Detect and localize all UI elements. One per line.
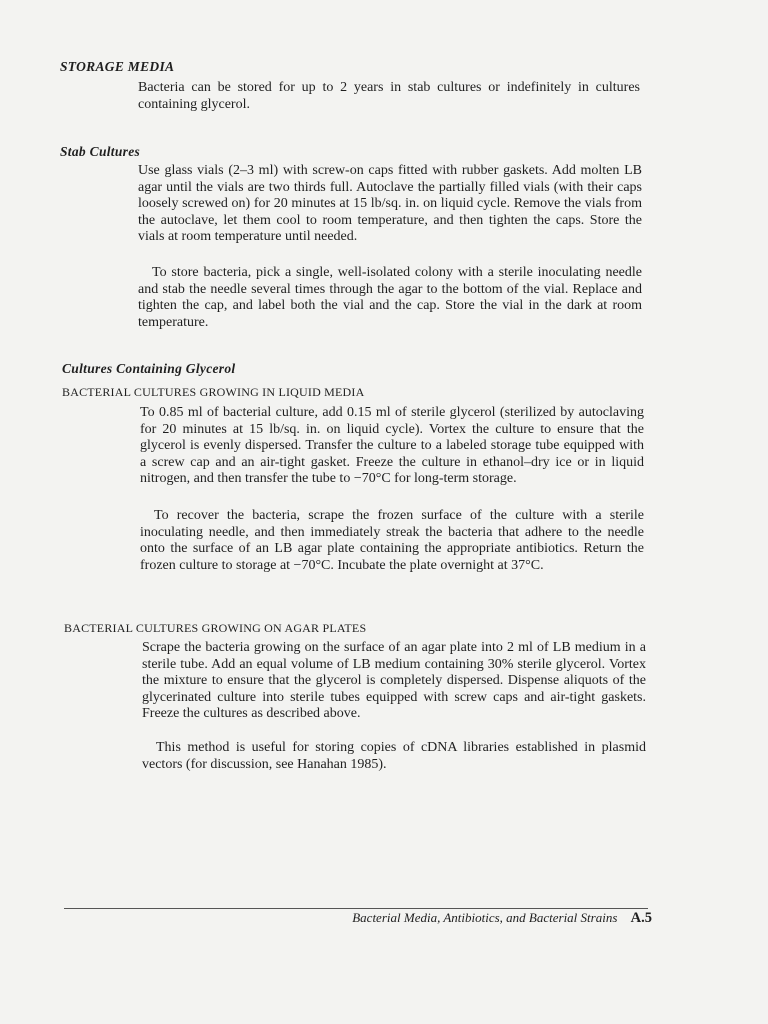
footer-rule — [64, 908, 648, 909]
subsection-heading-stab-cultures: Stab Cultures — [60, 144, 141, 159]
heading-agar-plates: BACTERIAL CULTURES GROWING ON AGAR PLATES — [64, 621, 367, 635]
heading-liquid-media: BACTERIAL CULTURES GROWING IN LIQUID MEDIA — [62, 385, 365, 399]
stab-cultures-paragraph-2: To store bacteria, pick a single, well-isolated colony with a sterile inoculating needle and stab the needle several times through the agar to the bottom of the vial. Replace and tighten the cap, and label both the vial and the cap. Store the vial in the dark at room temperature. — [138, 265, 642, 330]
liquid-media-paragraph-2: To recover the bacteria, scrape the frozen surface of the culture with a sterile inoculating needle, and then immediately streak the bacteria that adhere to the needle onto the surface of an LB agar plate containing the appropriate antibiotics. Return the frozen culture to storage at −70°C. Incubate the plate overnight at 37°C. — [140, 508, 644, 573]
subsection-heading-glycerol: Cultures Containing Glycerol — [62, 361, 236, 376]
section-heading-storage-media: STORAGE MEDIA — [60, 59, 175, 74]
agar-plates-paragraph-2: This method is useful for storing copies of cDNA libraries established in plasmid vectors (for discussion, see Hanahan 1985). — [142, 740, 646, 772]
page-footer — [64, 910, 652, 927]
stab-cultures-paragraph-1: Use glass vials (2–3 ml) with screw-on caps fitted with rubber gaskets. Add molten LB agar until the vials are two thirds full. Autoclave the partially filled vials (with their caps loosely screwed on) for 20 minutes at 15 lb/sq. in. on liquid cycle. Remove the vials from the autoclave, let them cool to room temperature, and then tighten the caps. Store the vials at room temperature until needed. — [138, 163, 642, 245]
running-title: Bacterial Media, Antibiotics, and Bacterial Strains — [352, 910, 618, 925]
storage-media-intro: Bacteria can be stored for up to 2 years in stab cultures or indefinitely in cultures containing glycerol. — [138, 80, 640, 112]
agar-plates-paragraph-1: Scrape the bacteria growing on the surface of an agar plate into 2 ml of LB medium in a sterile tube. Add an equal volume of LB medium containing 30% sterile glycerol. Vortex the mixture to ensure that the glycerol is completely dispersed. Dispense aliquots of the glycerinated culture into sterile tubes equipped with screw caps and air-tight gaskets. Freeze the cultures as described above. — [142, 640, 646, 722]
page-number: A.5 — [630, 910, 652, 926]
liquid-media-paragraph-1: To 0.85 ml of bacterial culture, add 0.15 ml of sterile glycerol (sterilized by autoclaving for 20 minutes at 15 lb/sq. in. on liquid cycle). Vortex the culture to ensure that the glycerol is evenly dispersed. Transfer the culture to a labeled storage tube equipped with a screw cap and an air-tight gasket. Freeze the culture in ethanol–dry ice or in liquid nitrogen, and then transfer the tube to −70°C for long-term storage. — [140, 405, 644, 487]
